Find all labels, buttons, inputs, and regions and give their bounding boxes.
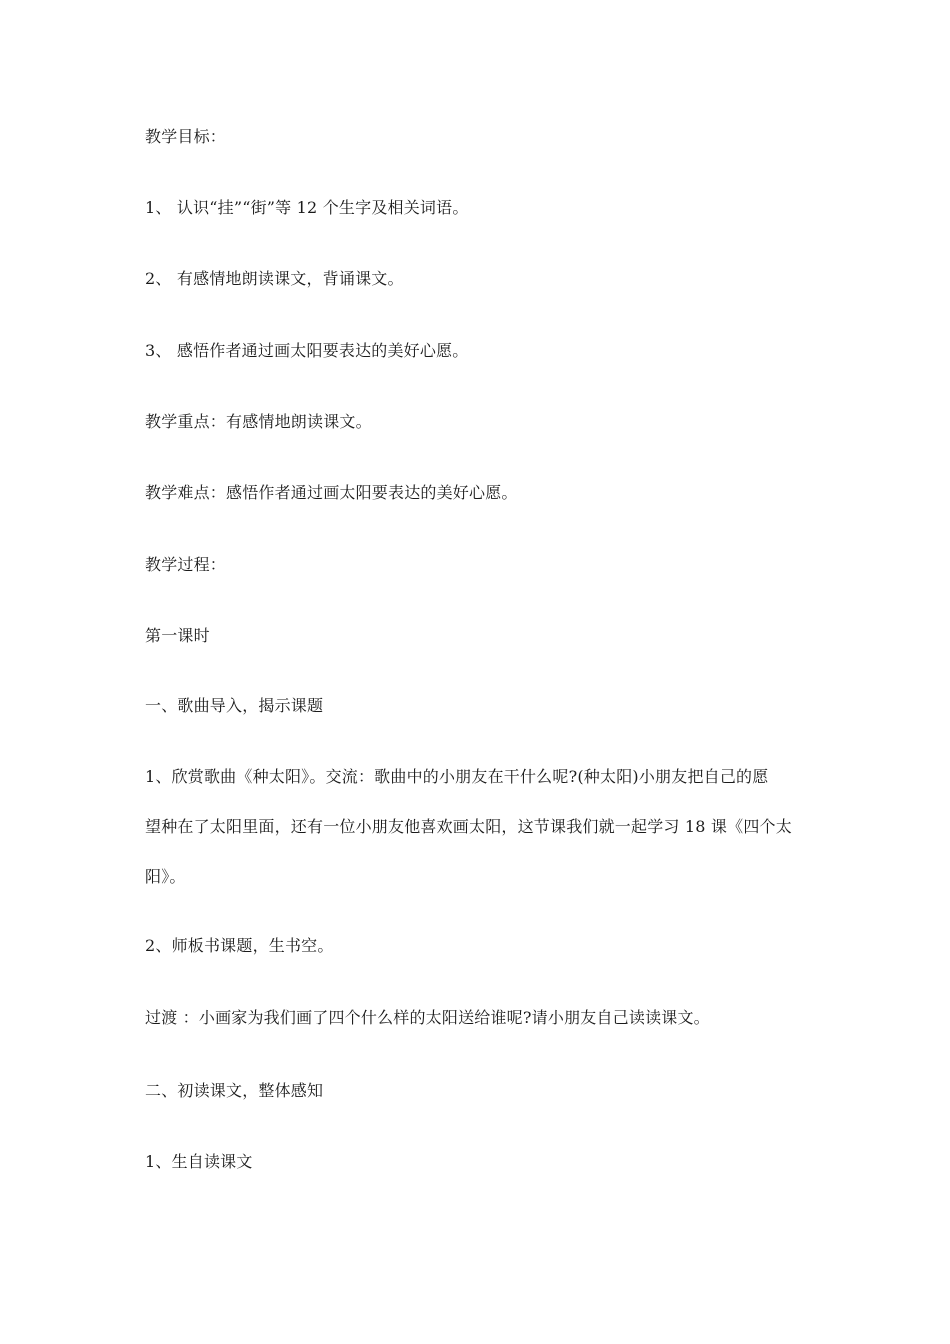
objective-item-2: 2、 有感情地朗读课文，背诵课文。 (145, 269, 404, 288)
transition-paragraph: 过渡 ：小画家为我们画了四个什么样的太阳送给谁呢?请小朋友自己读读课文。 (145, 1008, 710, 1027)
process-heading: 教学过程： (145, 555, 227, 574)
key-point: 教学重点：有感情地朗读课文。 (145, 412, 372, 431)
objectives-heading: 教学目标： (145, 127, 227, 146)
paragraph-line: 2、师板书课题，生书空。 (145, 936, 334, 955)
lesson-period-heading: 第一课时 (145, 626, 210, 645)
paragraph-line: 1、欣赏歌曲《种太阳》。交流：歌曲中的小朋友在干什么呢?(种太阳)小朋友把自己的愿 (145, 767, 769, 786)
section-heading-2: 二、初读课文，整体感知 (145, 1081, 324, 1100)
paragraph-line: 1、生自读课文 (145, 1152, 253, 1171)
paragraph-line: 阳》。 (145, 867, 186, 886)
paragraph-line: 望种在了太阳里面，还有一位小朋友他喜欢画太阳，这节课我们就一起学习 18 课《四个太 (145, 817, 792, 836)
difficult-point: 教学难点：感悟作者通过画太阳要表达的美好心愿。 (145, 483, 518, 502)
section-heading-1: 一、歌曲导入，揭示课题 (145, 696, 324, 715)
objective-item-3: 3、 感悟作者通过画太阳要表达的美好心愿。 (145, 341, 469, 360)
objective-item-1: 1、 认识“挂”“街”等 12 个生字及相关词语。 (145, 198, 469, 217)
